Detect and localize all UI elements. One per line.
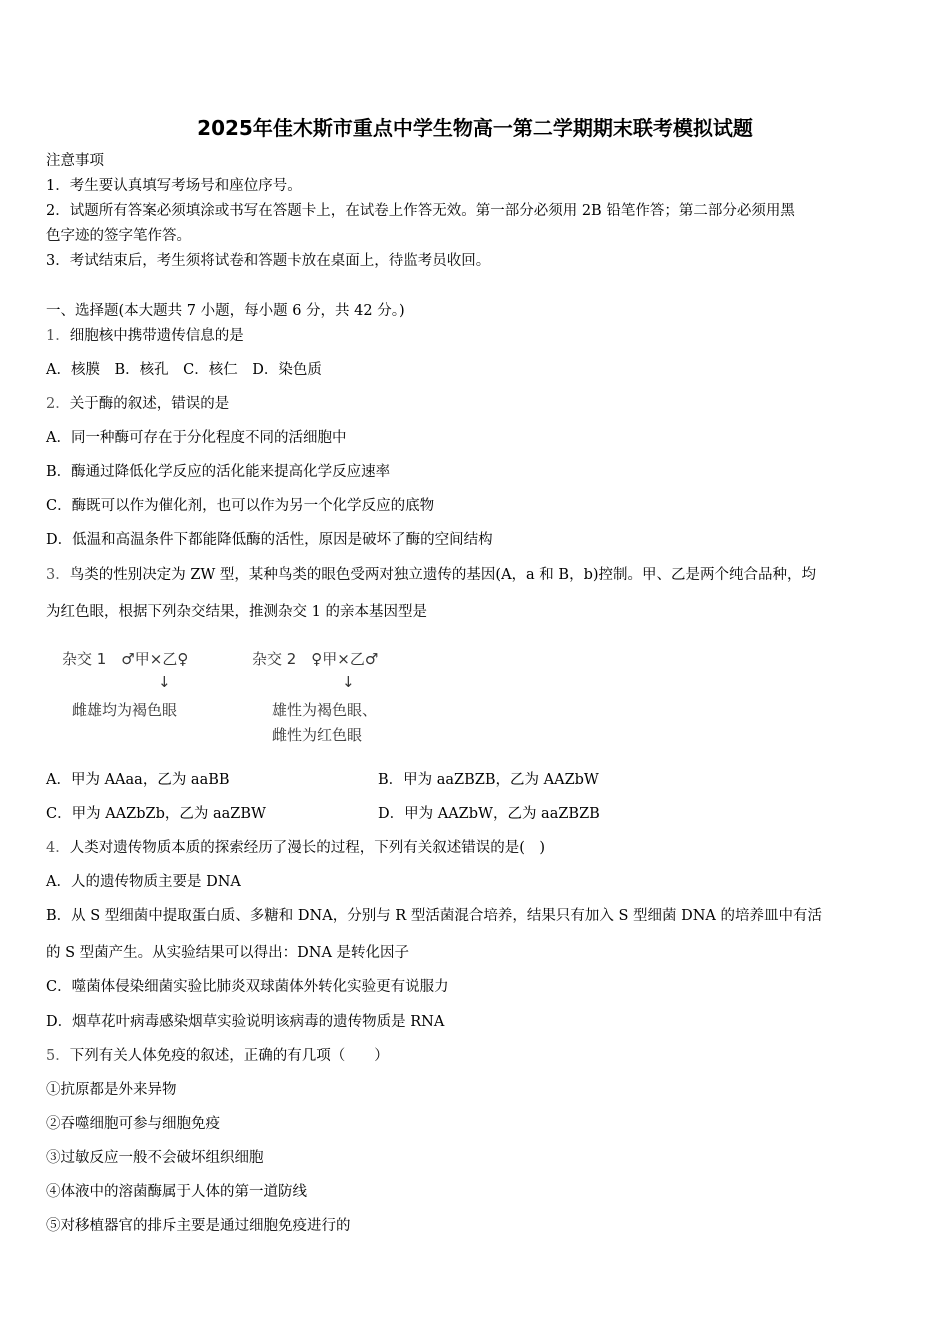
cross-1-label: 杂交 1 ♂甲×乙♀ [62,650,189,668]
question-number: 1． [46,328,70,344]
q5-item-5: ⑤对移植器官的排斥主要是通过细胞免疫进行的 [46,1218,351,1234]
question-3-cont: 为红色眼，根据下列杂交结果，推测杂交 1 的亲本基因型是 [46,604,427,620]
section-heading: 一、选择题(本大题共 7 小题，每小题 6 分，共 42 分。) [46,303,405,319]
question-4 [46,838,908,858]
q1-options: A．核膜 B．核孔 C．核仁 D．染色质 [46,362,322,378]
q4-option-b: B．从 S 型细菌中提取蛋白质、多糖和 DNA，分别与 R 型活菌混合培养，结果只有加入 S 型细菌 DNA 的培养皿中有活 [46,908,822,924]
q2-option-d: D．低温和高温条件下都能降低酶的活性，原因是破坏了酶的空间结构 [46,532,493,548]
question-number: 4． [46,840,70,856]
question-5 [46,1046,908,1066]
arrow-down-icon: ↓ [158,673,171,691]
page-title: 2025年佳木斯市重点中学生物高一第二学期期末联考模拟试题 [197,116,753,140]
q3-option-c: C．甲为 AAZbZb，乙为 aaZBW [46,806,266,822]
question-stem: 下列有关人体免疫的叙述，正确的有几项（ ） [69,1048,389,1064]
notice-item-2-cont: 色字迹的签字笔作答。 [46,228,191,244]
q5-item-1: ①抗原都是外来异物 [46,1082,177,1098]
q5-item-4: ④体液中的溶菌酶属于人体的第一道防线 [46,1184,307,1200]
q4-option-b-cont: 的 S 型菌产生。从实验结果可以得出：DNA 是转化因子 [46,945,410,961]
question-stem: 鸟类的性别决定为 ZW 型，某种鸟类的眼色受两对独立遗传的基因(A，a 和 B，b)控制。甲、乙是两个纯合品种，均 [69,567,817,583]
cross-2-label: 杂交 2 ♀甲×乙♂ [252,650,379,668]
notice-heading: 注意事项 [46,153,104,169]
cross-diagram [60,640,440,750]
q2-option-b: B．酶通过降低化学反应的活化能来提高化学反应速率 [46,464,391,480]
q5-item-3: ③过敏反应一般不会破坏组织细胞 [46,1150,264,1166]
q2-option-c: C．酶既可以作为催化剂，也可以作为另一个化学反应的底物 [46,498,435,514]
question-1 [46,326,908,346]
question-stem: 关于酶的叙述，错误的是 [69,396,230,412]
question-number: 5． [46,1048,70,1064]
q4-option-a: A．人的遗传物质主要是 DNA [46,874,241,890]
question-2 [46,394,908,414]
q3-option-d: D．甲为 AAZbW，乙为 aaZBZB [378,806,600,822]
cross-2-result-female: 雌性为红色眼 [272,726,363,744]
q4-option-d: D．烟草花叶病毒感染烟草实验说明该病毒的遗传物质是 RNA [46,1014,445,1030]
q3-option-a: A．甲为 AAaa，乙为 aaBB [46,772,230,788]
question-3 [46,565,908,585]
question-number: 2． [46,396,70,412]
question-stem: 细胞核中携带遗传信息的是 [69,328,244,344]
notice-item-1: 1．考生要认真填写考场号和座位序号。 [46,178,302,194]
notice-item-3: 3．考试结束后，考生须将试卷和答题卡放在桌面上，待监考员收回。 [46,253,491,269]
cross-1-result: 雌雄均为褐色眼 [72,701,178,719]
q5-item-2: ②吞噬细胞可参与细胞免疫 [46,1116,220,1132]
q4-option-c: C．噬菌体侵染细菌实验比肺炎双球菌体外转化实验更有说服力 [46,979,449,995]
q3-option-b: B．甲为 aaZBZB，乙为 AAZbW [378,772,599,788]
arrow-down-icon: ↓ [342,673,355,691]
q2-option-a: A．同一种酶可存在于分化程度不同的活细胞中 [46,430,347,446]
question-stem: 人类对遗传物质本质的探索经历了漫长的过程，下列有关叙述错误的是( ) [69,840,546,856]
notice-item-2: 2．试题所有答案必须填涂或书写在答题卡上，在试卷上作答无效。第一部分必须用 2B 铅笔作答；第二部分必须用黑 [46,203,795,219]
question-number: 3． [46,567,70,583]
cross-2-result-male: 雄性为褐色眼、 [272,701,378,719]
